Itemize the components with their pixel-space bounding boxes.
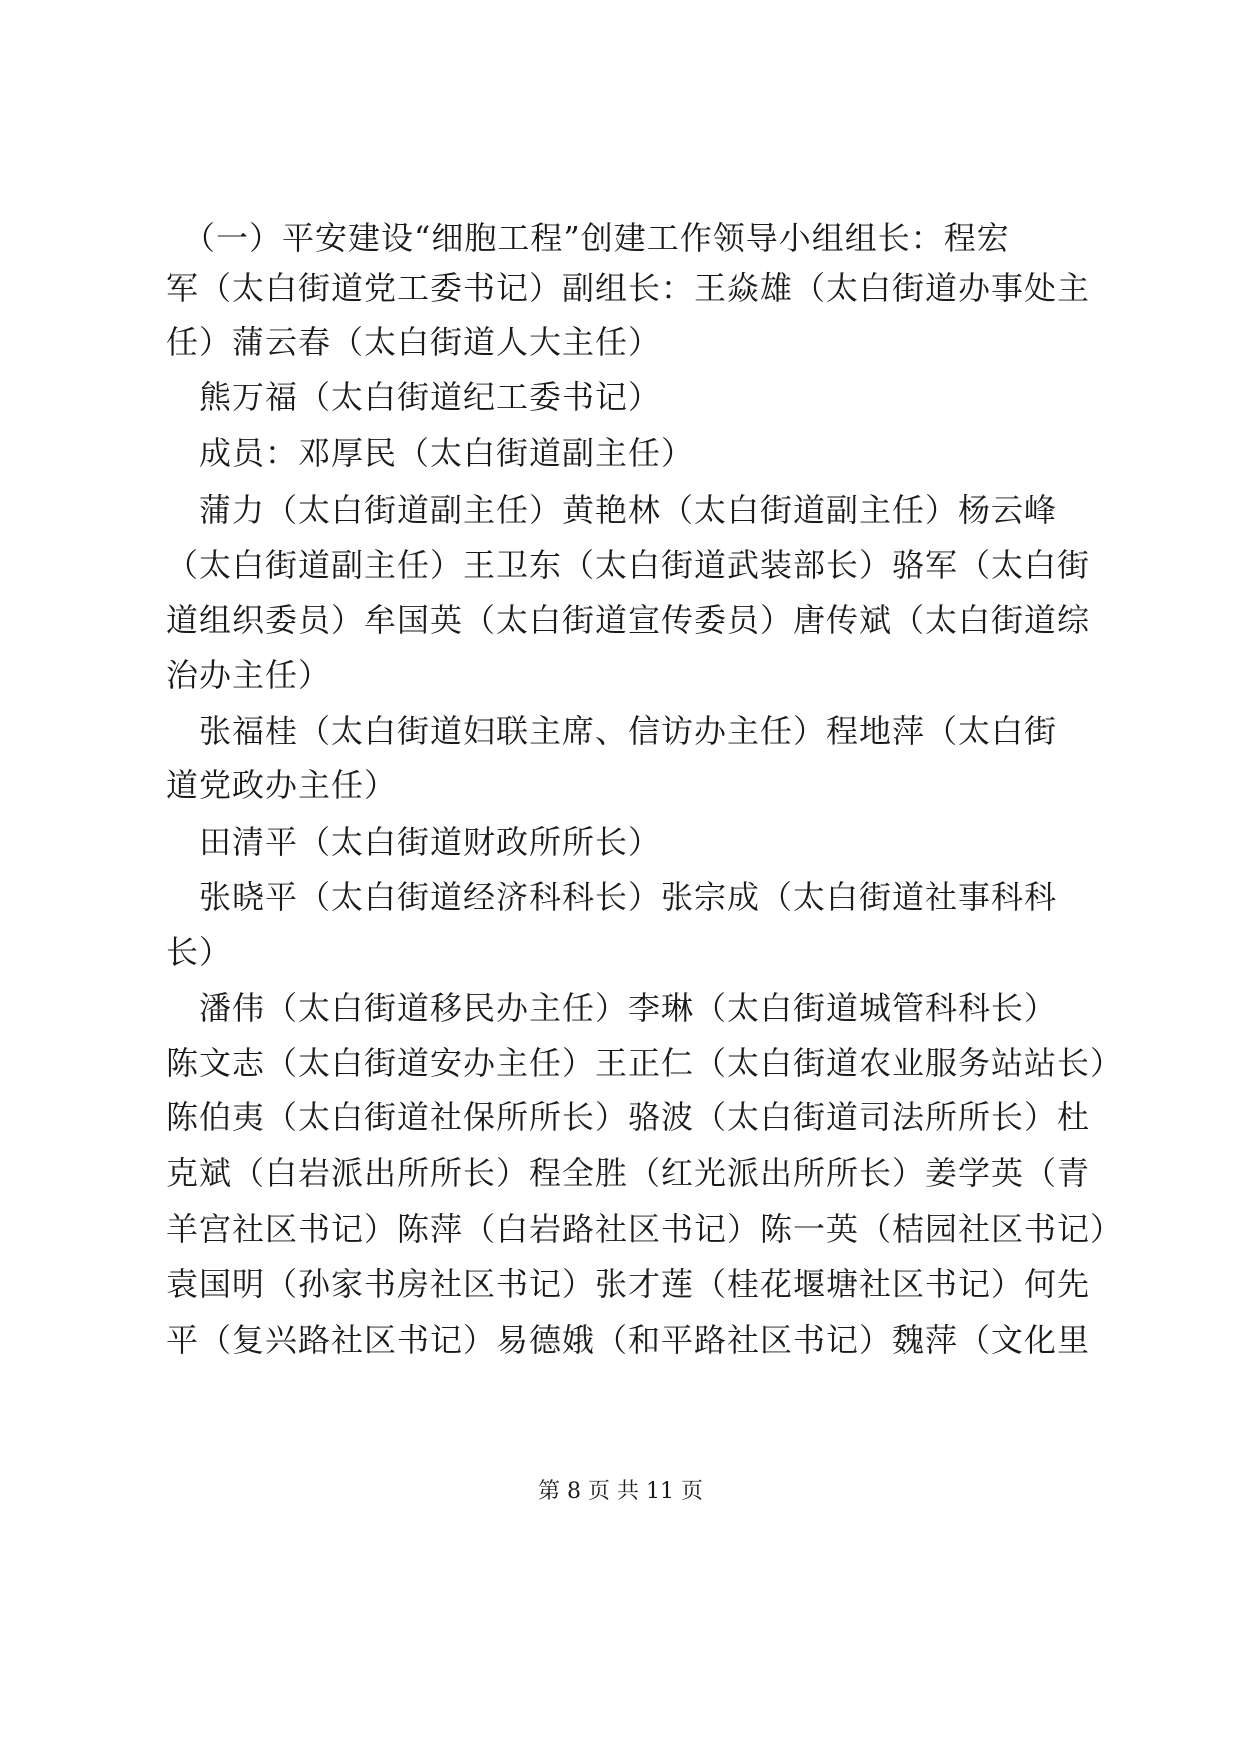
body-line: 熊万福（太白街道纪工委书记） — [166, 378, 662, 416]
body-line: 克斌（白岩派出所所长）程全胜（红光派出所所长）姜学英（青 — [166, 1154, 1091, 1192]
body-line: 羊宫社区书记）陈萍（白岩路社区书记）陈一英（桔园社区书记） — [166, 1210, 1124, 1248]
body-line: 潘伟（太白街道移民办主任）李琳（太白街道城管科科长） — [166, 989, 1058, 1027]
body-line: 陈伯夷（太白街道社保所所长）骆波（太白街道司法所所长）杜 — [166, 1098, 1091, 1136]
page-number-footer: 第 8 页 共 11 页 — [538, 1479, 703, 1504]
body-line: 田清平（太白街道财政所所长） — [166, 823, 662, 861]
body-line: 张晓平（太白街道经济科科长）张宗成（太白街道社事科科 — [166, 878, 1058, 916]
body-line: 道组织委员）牟国英（太白街道宣传委员）唐传斌（太白街道综 — [166, 601, 1091, 639]
body-line: 道党政办主任） — [166, 766, 398, 804]
body-line: 陈文志（太白街道安办主任）王正仁（太白街道农业服务站站长） — [166, 1044, 1124, 1082]
body-line: （太白街道副主任）王卫东（太白街道武装部长）骆军（太白街 — [166, 546, 1091, 584]
body-line: 任）蒲云春（太白街道人大主任） — [166, 323, 662, 361]
body-line: 治办主任） — [166, 656, 332, 694]
body-line: 张福桂（太白街道妇联主席、信访办主任）程地萍（太白街 — [166, 712, 1058, 750]
body-line: （一）平安建设“细胞工程”创建工作领导小组组长：程宏 — [166, 219, 1010, 257]
body-line: 平（复兴路社区书记）易德娥（和平路社区书记）魏萍（文化里 — [166, 1321, 1091, 1359]
body-line: 成员：邓厚民（太白街道副主任） — [166, 434, 695, 472]
body-line: 蒲力（太白街道副主任）黄艳林（太白街道副主任）杨云峰 — [166, 491, 1058, 529]
body-line: 袁国明（孙家书房社区书记）张才莲（桂花堰塘社区书记）何先 — [166, 1265, 1091, 1303]
body-line: 长） — [166, 933, 233, 971]
body-line: 军（太白街道党工委书记）副组长：王焱雄（太白街道办事处主 — [166, 269, 1091, 307]
